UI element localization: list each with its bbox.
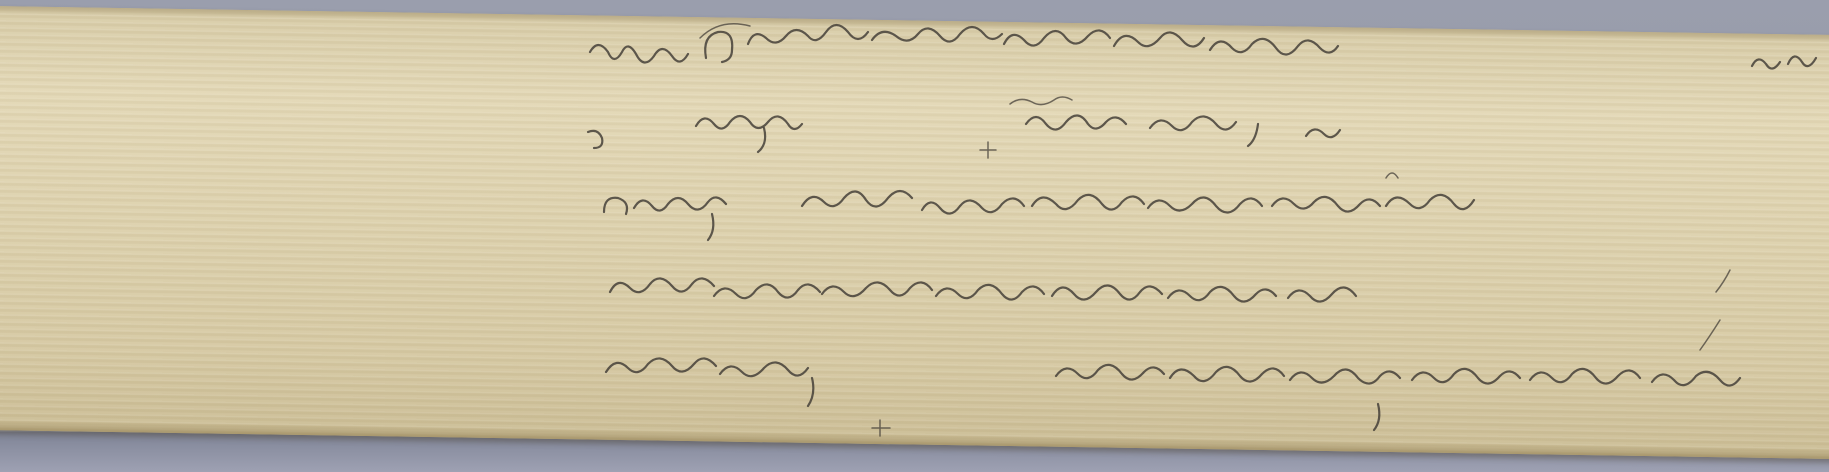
script-line-4 (610, 270, 1730, 302)
script-line-3 (604, 173, 1474, 240)
script-line-5 (606, 320, 1740, 436)
script-line-2 (588, 97, 1340, 158)
script-line-1 (590, 24, 1816, 69)
